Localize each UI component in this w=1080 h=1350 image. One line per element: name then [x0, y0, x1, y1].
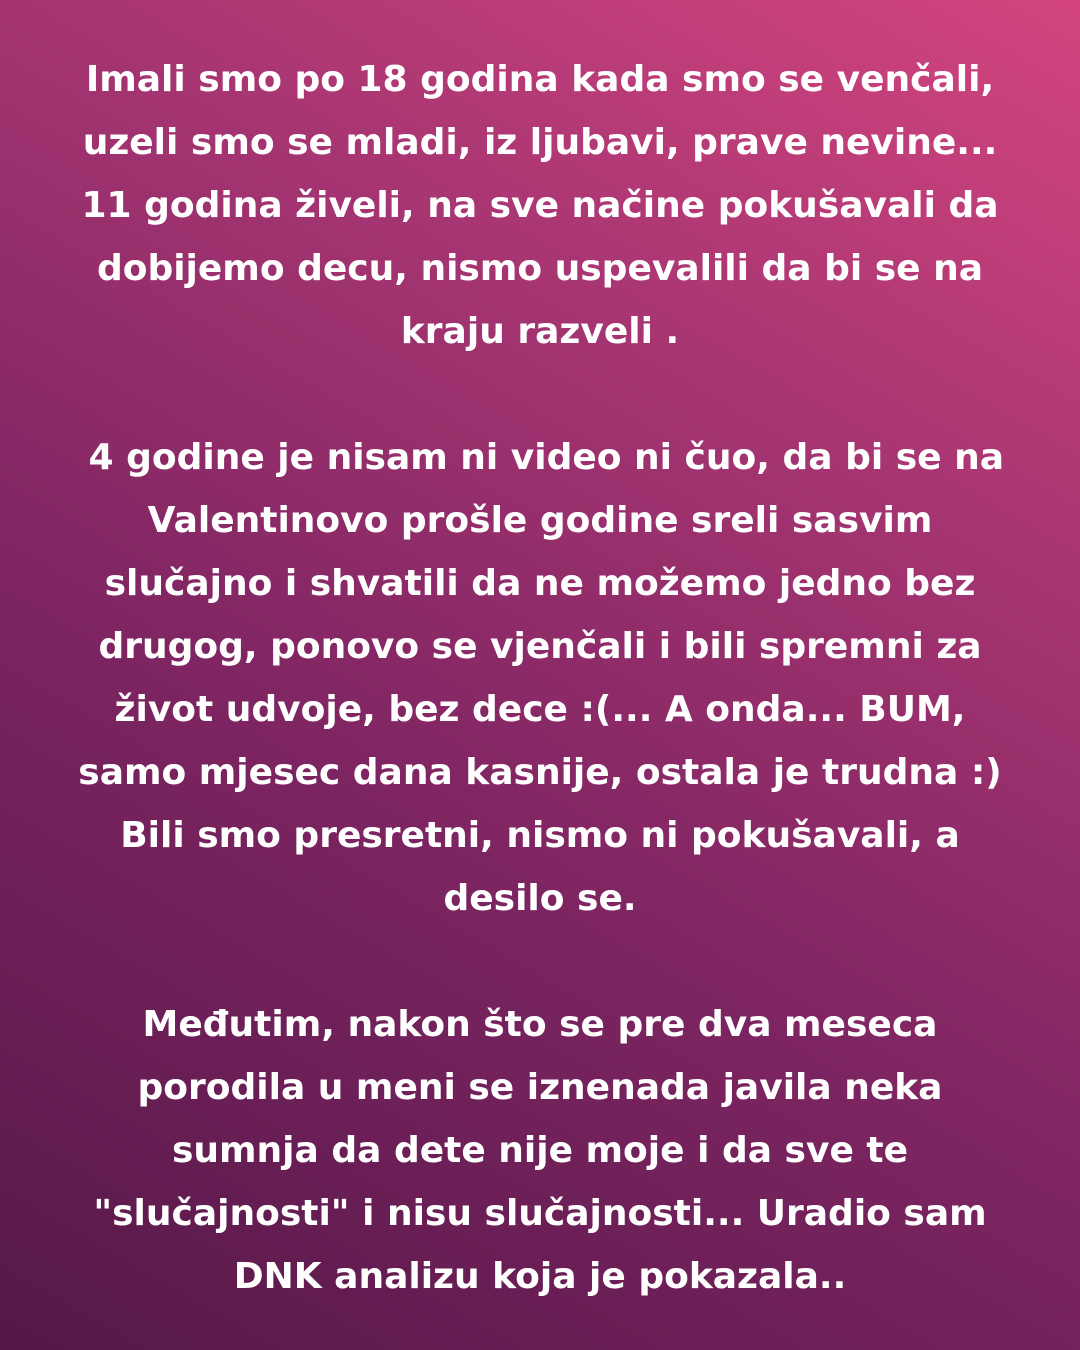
story-line: Valentinovo prošle godine sreli sasvim: [147, 500, 933, 541]
story-line: sumnja da dete nije moje i da sve te: [171, 1130, 909, 1171]
story-line: samo mjesec dana kasnije, ostala je trudna :): [78, 752, 1002, 793]
story-line: Bili smo presretni, nismo ni pokušavali, a: [120, 815, 960, 856]
story-line: Međutim, nakon što se pre dva meseca: [142, 1004, 938, 1045]
story-line: kraju razveli .: [400, 311, 680, 352]
story-line: "slučajnosti" i nisu slučajnosti... Uradio sam: [93, 1193, 987, 1234]
story-line: porodila u meni se iznenada javila neka: [137, 1067, 943, 1108]
story-paragraph-3: [40, 993, 1040, 1308]
story-line: drugog, ponovo se vjenčali i bili spremni za: [98, 626, 982, 667]
story-line: 4 godine je nisam ni video ni čuo, da bi se na: [75, 437, 1005, 478]
story-line: 11 godina živeli, na sve načine pokušavali da: [81, 185, 999, 226]
story-line: slučajno i shvatili da ne možemo jedno bez: [104, 563, 976, 604]
story-line: Imali smo po 18 godina kada smo se venčali,: [85, 59, 995, 100]
story-line: DNK analizu koja je pokazala..: [233, 1256, 847, 1297]
story-paragraph-1: [40, 48, 1040, 363]
story-line: uzeli smo se mladi, iz ljubavi, prave nevine...: [82, 122, 998, 163]
story-paragraph-2: [40, 426, 1040, 930]
story-line: dobijemo decu, nismo uspevalili da bi se na: [96, 248, 984, 289]
story-text: [40, 48, 1040, 1308]
story-line: život udvoje, bez dece :(... A onda... BUM,: [114, 689, 966, 730]
story-line: desilo se.: [443, 878, 637, 919]
